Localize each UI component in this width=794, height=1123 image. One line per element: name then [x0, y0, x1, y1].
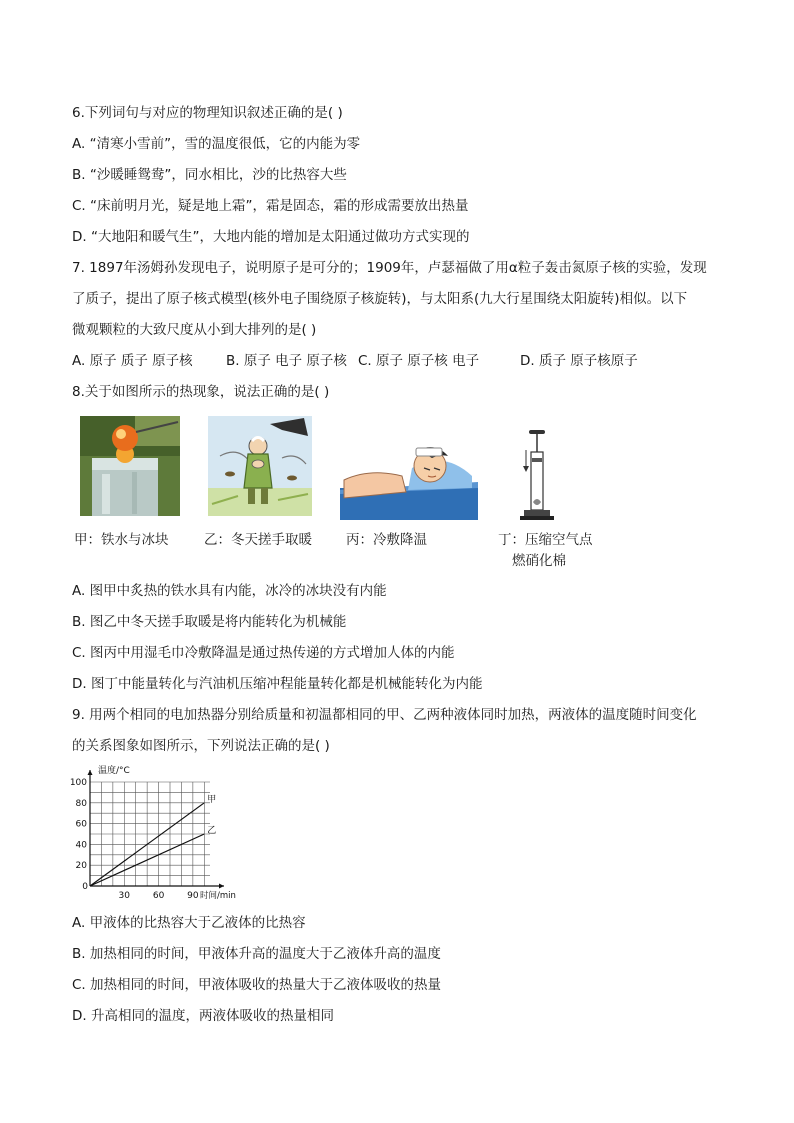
temperature-time-chart [68, 764, 246, 902]
caption-ding-line-1: 丁：压缩空气点 [498, 532, 593, 548]
q6-option-c: C. “床前明月光，疑是地上霜”，霜是固态，霜的形成需要放出热量 [72, 198, 469, 214]
caption-bing: 丙：冷敷降温 [346, 532, 427, 548]
y-tick-label: 60 [75, 819, 87, 830]
q9-option-a: A. 甲液体的比热容大于乙液体的比热容 [72, 915, 306, 931]
q9-option-b: B. 加热相同的时间，甲液体升高的温度大于乙液体升高的温度 [72, 946, 441, 962]
q8-stem: 8.关于如图所示的热现象，说法正确的是( ) [72, 384, 330, 400]
x-tick-label: 60 [152, 891, 165, 901]
q7-stem-line-1: 7. 1897年汤姆孙发现电子，说明原子是可分的；1909年，卢瑟福做了用α粒子轰击氮原子核的实验，发现 [72, 260, 707, 276]
caption-jia: 甲：铁水与冰块 [74, 532, 169, 548]
q9-option-d: D. 升高相同的温度，两液体吸收的热量相同 [72, 1008, 334, 1024]
q7-option-a: A. 原子 质子 原子核 [72, 353, 193, 369]
q6-option-d: D. “大地阳和暖气生”，大地内能的增加是太阳通过做功方式实现的 [72, 229, 470, 245]
y-axis-arrow [88, 770, 93, 775]
q8-option-d: D. 图丁中能量转化与汽油机压缩冲程能量转化都是机械能转化为内能 [72, 676, 483, 692]
q8-option-c: C. 图丙中用湿毛巾冷敷降温是通过热传递的方式增加人体的内能 [72, 645, 455, 661]
x-tick-label: 30 [118, 891, 131, 901]
air-compression-apparatus-image [518, 430, 556, 522]
q7-option-d: D. 质子 原子核原子 [520, 353, 638, 369]
y-axis-label: 温度/°C [98, 766, 130, 776]
q8-option-b: B. 图乙中冬天搓手取暖是将内能转化为机械能 [72, 614, 347, 630]
q9-option-c: C. 加热相同的时间，甲液体吸收的热量大于乙液体吸收的热量 [72, 977, 442, 993]
caption-yi: 乙：冬天搓手取暖 [204, 532, 312, 548]
q7-option-c: C. 原子 原子核 电子 [358, 353, 480, 369]
cold-compress-image [340, 428, 478, 520]
y-tick-label: 80 [75, 798, 87, 809]
caption-ding-line-2: 燃硝化棉 [512, 553, 566, 569]
x-tick-label: 90 [187, 891, 199, 901]
series-label-jia: 甲 [207, 794, 217, 805]
q6-option-a: A. “清寒小雪前”，雪的温度很低，它的内能为零 [72, 136, 361, 152]
q7-option-b: B. 原子 电子 原子核 [226, 353, 347, 369]
q6-stem: 6.下列词句与对应的物理知识叙述正确的是( ) [72, 105, 343, 121]
q6-option-b: B. “沙暖睡鸳鸯”，同水相比，沙的比热容大些 [72, 167, 347, 183]
origin-label: 0 [82, 882, 88, 892]
y-tick-label: 100 [69, 778, 87, 788]
q7-stem-line-3: 微观颗粒的大致尺度从小到大排列的是( ) [72, 322, 317, 338]
y-tick-label: 20 [75, 861, 87, 872]
iron-and-ice-image [80, 416, 180, 516]
x-axis-arrow [219, 884, 224, 889]
q8-option-a: A. 图甲中炙热的铁水具有内能，冰冷的冰块没有内能 [72, 583, 387, 599]
q9-stem-line-2: 的关系图象如图所示，下列说法正确的是( ) [72, 738, 330, 754]
rubbing-hands-image [208, 416, 312, 516]
q7-stem-line-2: 了质子，提出了原子核式模型(核外电子围绕原子核旋转)，与太阳系(九大行星围绕太阳旋转)相似。以下 [72, 291, 688, 307]
series-label-yi: 乙 [207, 826, 217, 836]
y-tick-label: 40 [75, 840, 87, 851]
q9-stem-line-1: 9. 用两个相同的电加热器分别给质量和初温都相同的甲、乙两种液体同时加热，两液体的温度随时间变化 [72, 707, 697, 723]
x-axis-label: 时间/min [200, 891, 236, 901]
q7-options [72, 352, 712, 370]
